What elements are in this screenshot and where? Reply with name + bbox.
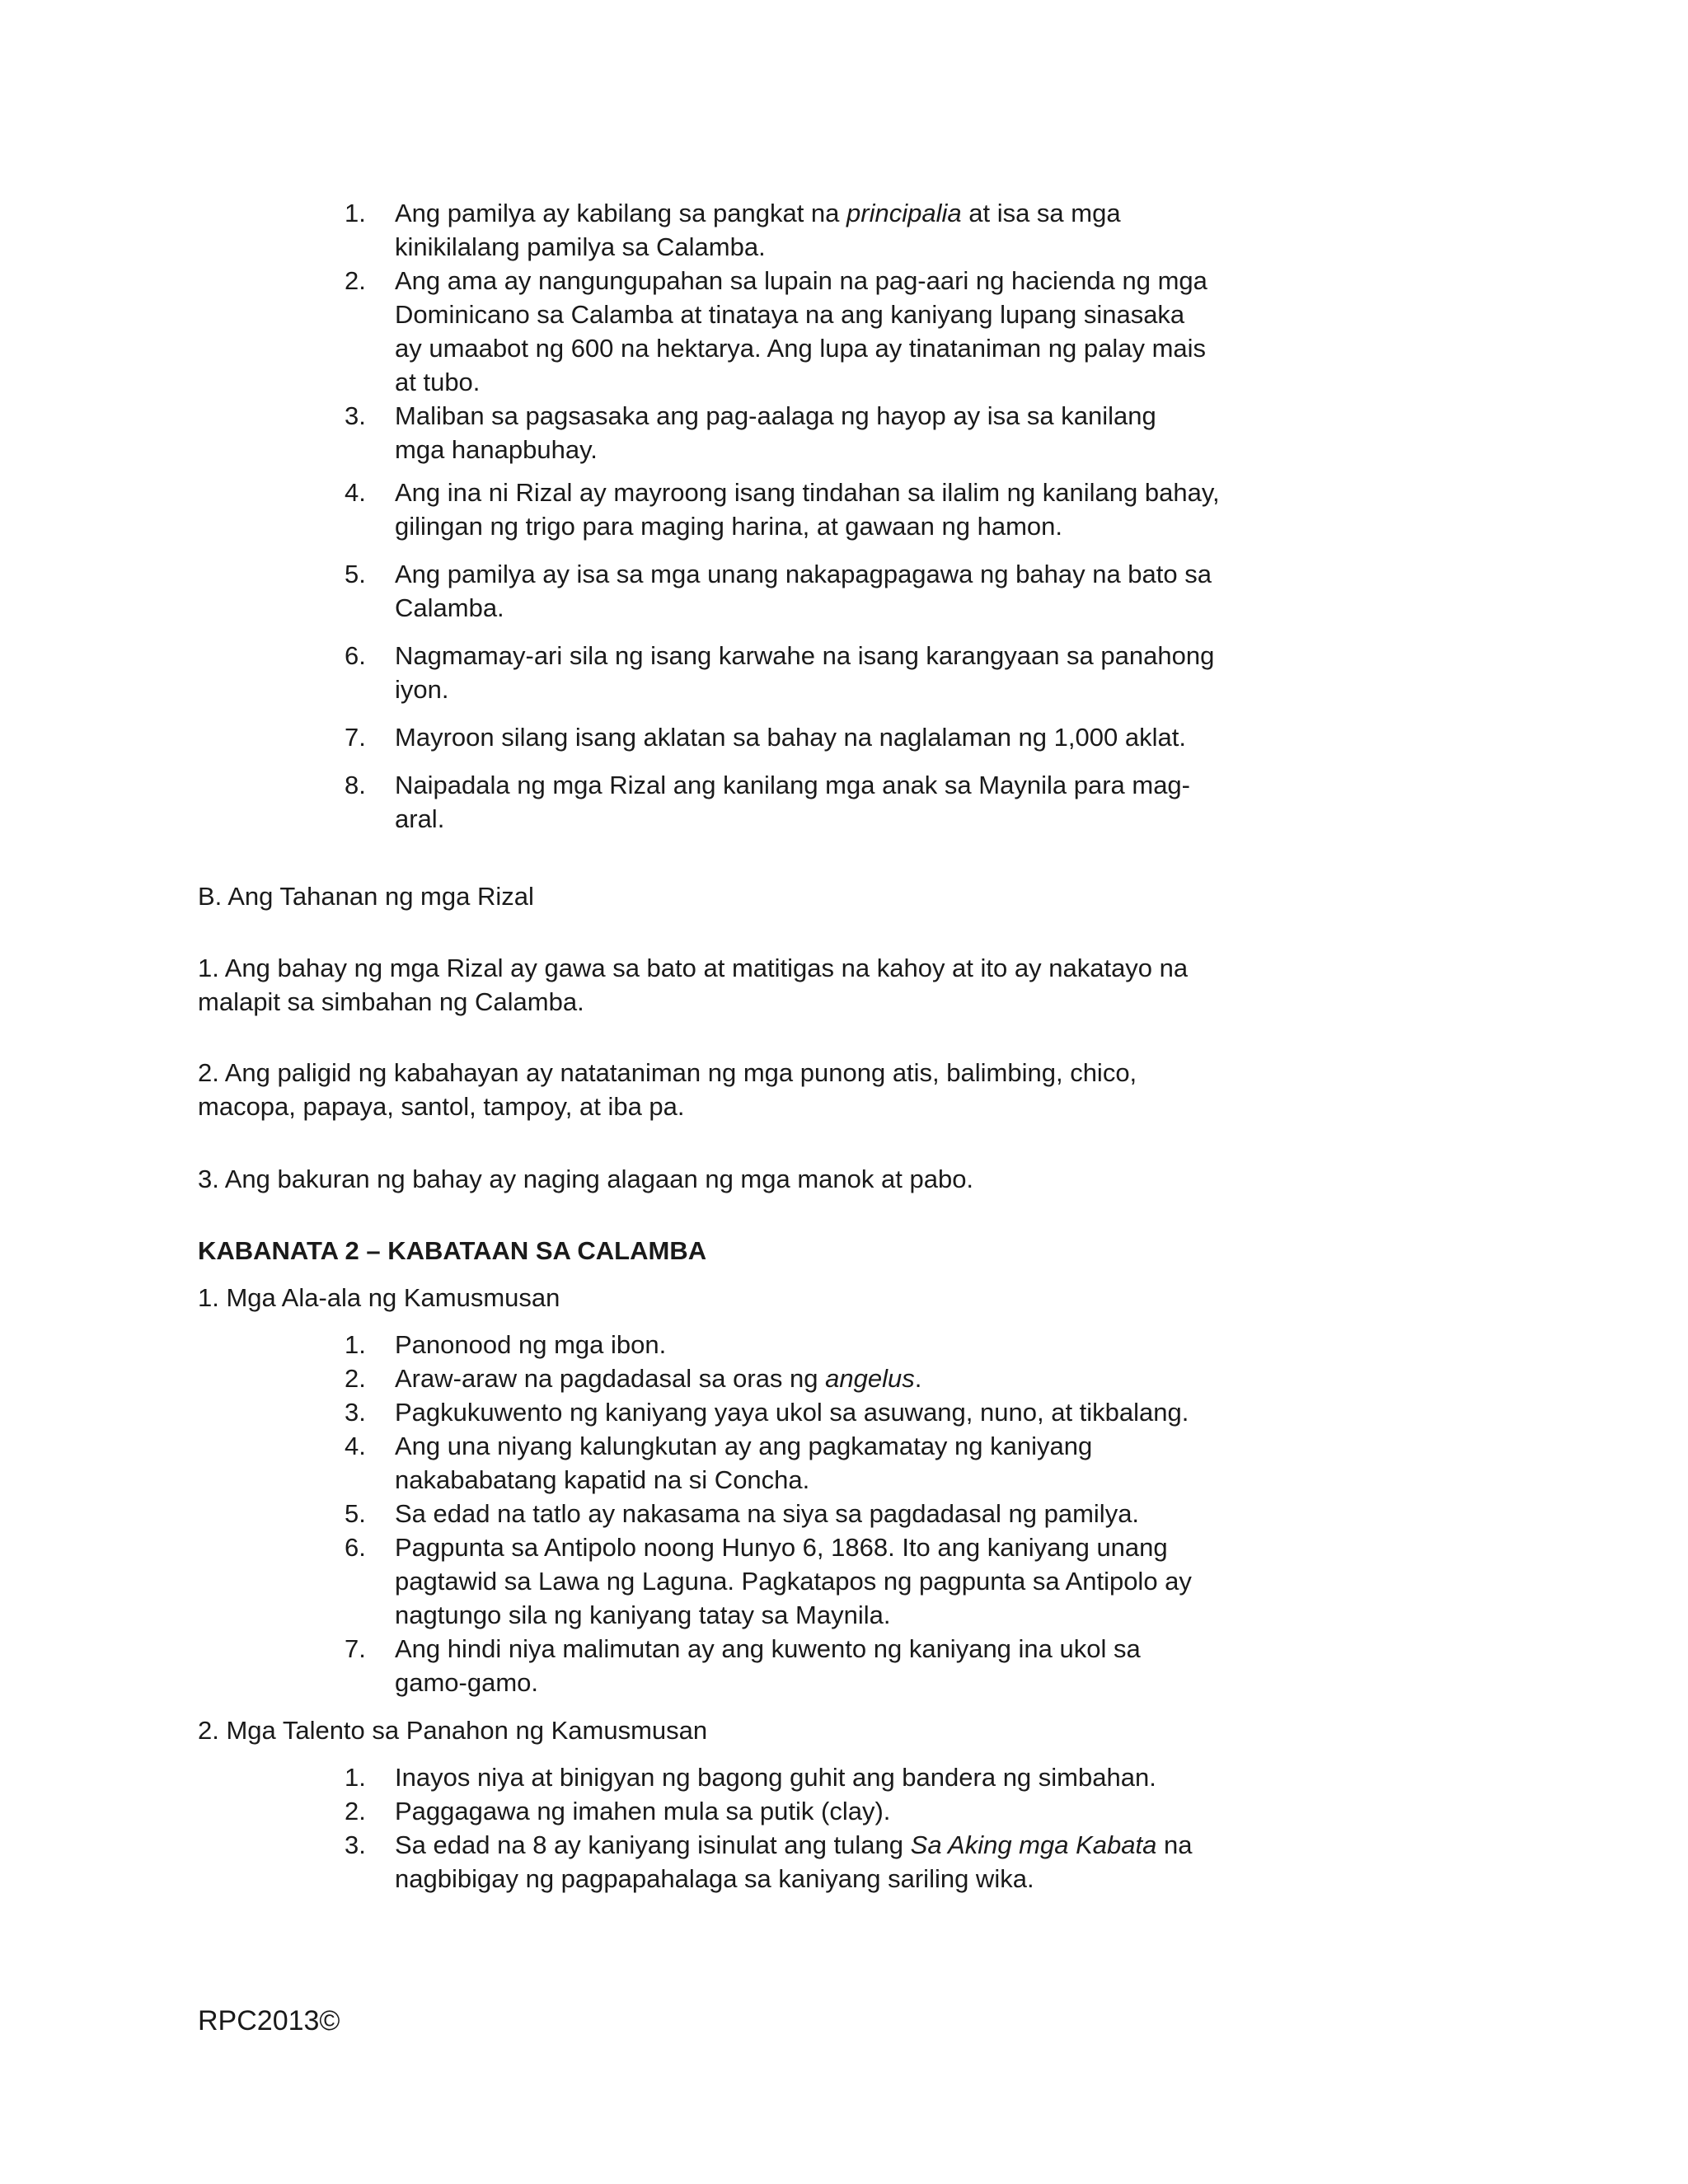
- list-item: 5. Sa edad na tatlo ay nakasama na siya sa pagdadasal ng pamilya.: [345, 1499, 1140, 1528]
- list-item: 2. Ang ama ay nangungupahan sa lupain na pag-aari ng hacienda ng mga Dominicano sa Calamba at tinataya na ang kaniyang lupang sinasaka ay umaabot ng 600 na hektarya. Ang lupa ay tinataniman ng palay mais at tubo.: [345, 266, 1207, 396]
- family-status-list: [345, 196, 1210, 479]
- list-item: 4. Ang ina ni Rizal ay mayroong isang tindahan sa ilalim ng kanilang bahay, gilingan ng trigo para maging harina, at gawaan ng hamon.: [345, 478, 1220, 541]
- list-item: 5. Ang pamilya ay isa sa mga unang nakapagpagawa ng bahay na bato sa Calamba.: [345, 560, 1212, 622]
- copyright-footer: RPC2013©: [198, 2005, 340, 2036]
- section-b-item: 2. Ang paligid ng kabahayan ay natataniman ng mga punong atis, balimbing, chico, macopa, papaya, santol, tampoy, at iba pa.: [198, 1058, 1137, 1121]
- list-item: 2. Paggagawa ng imahen mula sa putik (clay).: [345, 1797, 891, 1825]
- list-item: 2. Araw-araw na pagdadasal sa oras ng angelus.: [345, 1364, 922, 1393]
- section-b-item: 1. Ang bahay ng mga Rizal ay gawa sa bato at matitigas na kahoy at ito ay nakatayo na malapit sa simbahan ng Calamba.: [198, 954, 1189, 1016]
- section-b-item: 3. Ang bakuran ng bahay ay naging alagaan ng mga manok at pabo.: [198, 1165, 974, 1193]
- list-item: 6. Pagpunta sa Antipolo noong Hunyo 6, 1868. Ito ang kaniyang unang pagtawid sa Lawa ng Laguna. Pagkatapos ng pagpunta sa Antipolo ay nagtungo sila ng kaniyang tatay sa Maynila.: [345, 1533, 1192, 1629]
- childhood-talents-list: [345, 1760, 1210, 1896]
- list-item: 1. Ang pamilya ay kabilang sa pangkat na principalia at isa sa mga kinikilalang pamilya sa Calamba.: [345, 199, 1121, 261]
- subsection-title: 1. Mga Ala-ala ng Kamusmusan: [198, 1283, 560, 1312]
- childhood-memories-list: [345, 1328, 1210, 1699]
- list-item: 3. Maliban sa pagsasaka ang pag-aalaga ng hayop ay isa sa kanilang mga hanapbuhay.: [345, 401, 1156, 464]
- list-item: 6. Nagmamay-ari sila ng isang karwahe na isang karangyaan sa panahong iyon.: [345, 641, 1215, 704]
- chapter-heading: KABANATA 2 – KABATAAN SA CALAMBA: [198, 1236, 707, 1265]
- list-item: 3. Pagkukuwento ng kaniyang yaya ukol sa asuwang, nuno, at tikbalang.: [345, 1398, 1189, 1427]
- list-item: 7. Mayroon silang isang aklatan sa bahay na naglalaman ng 1,000 aklat.: [345, 723, 1186, 752]
- section-b-title: B. Ang Tahanan ng mga Rizal: [198, 882, 534, 911]
- list-item: 8. Naipadala ng mga Rizal ang kanilang mga anak sa Maynila para mag-aral.: [345, 771, 1190, 833]
- list-item: 1. Panonood ng mga ibon.: [345, 1330, 667, 1359]
- list-item: 1. Inayos niya at binigyan ng bagong guhit ang bandera ng simbahan.: [345, 1763, 1156, 1792]
- family-status-list-continued: [345, 476, 1220, 850]
- subsection-title: 2. Mga Talento sa Panahon ng Kamusmusan: [198, 1716, 708, 1745]
- list-item: 4. Ang una niyang kalungkutan ay ang pagkamatay ng kaniyang nakababatang kapatid na si Concha.: [345, 1432, 1093, 1494]
- list-item: 3. Sa edad na 8 ay kaniyang isinulat ang tulang Sa Aking mga Kabata na nagbibigay ng pagpapahalaga sa kaniyang sariling wika.: [345, 1830, 1193, 1893]
- list-item: 7. Ang hindi niya malimutan ay ang kuwento ng kaniyang ina ukol sa gamo-gamo.: [345, 1634, 1141, 1697]
